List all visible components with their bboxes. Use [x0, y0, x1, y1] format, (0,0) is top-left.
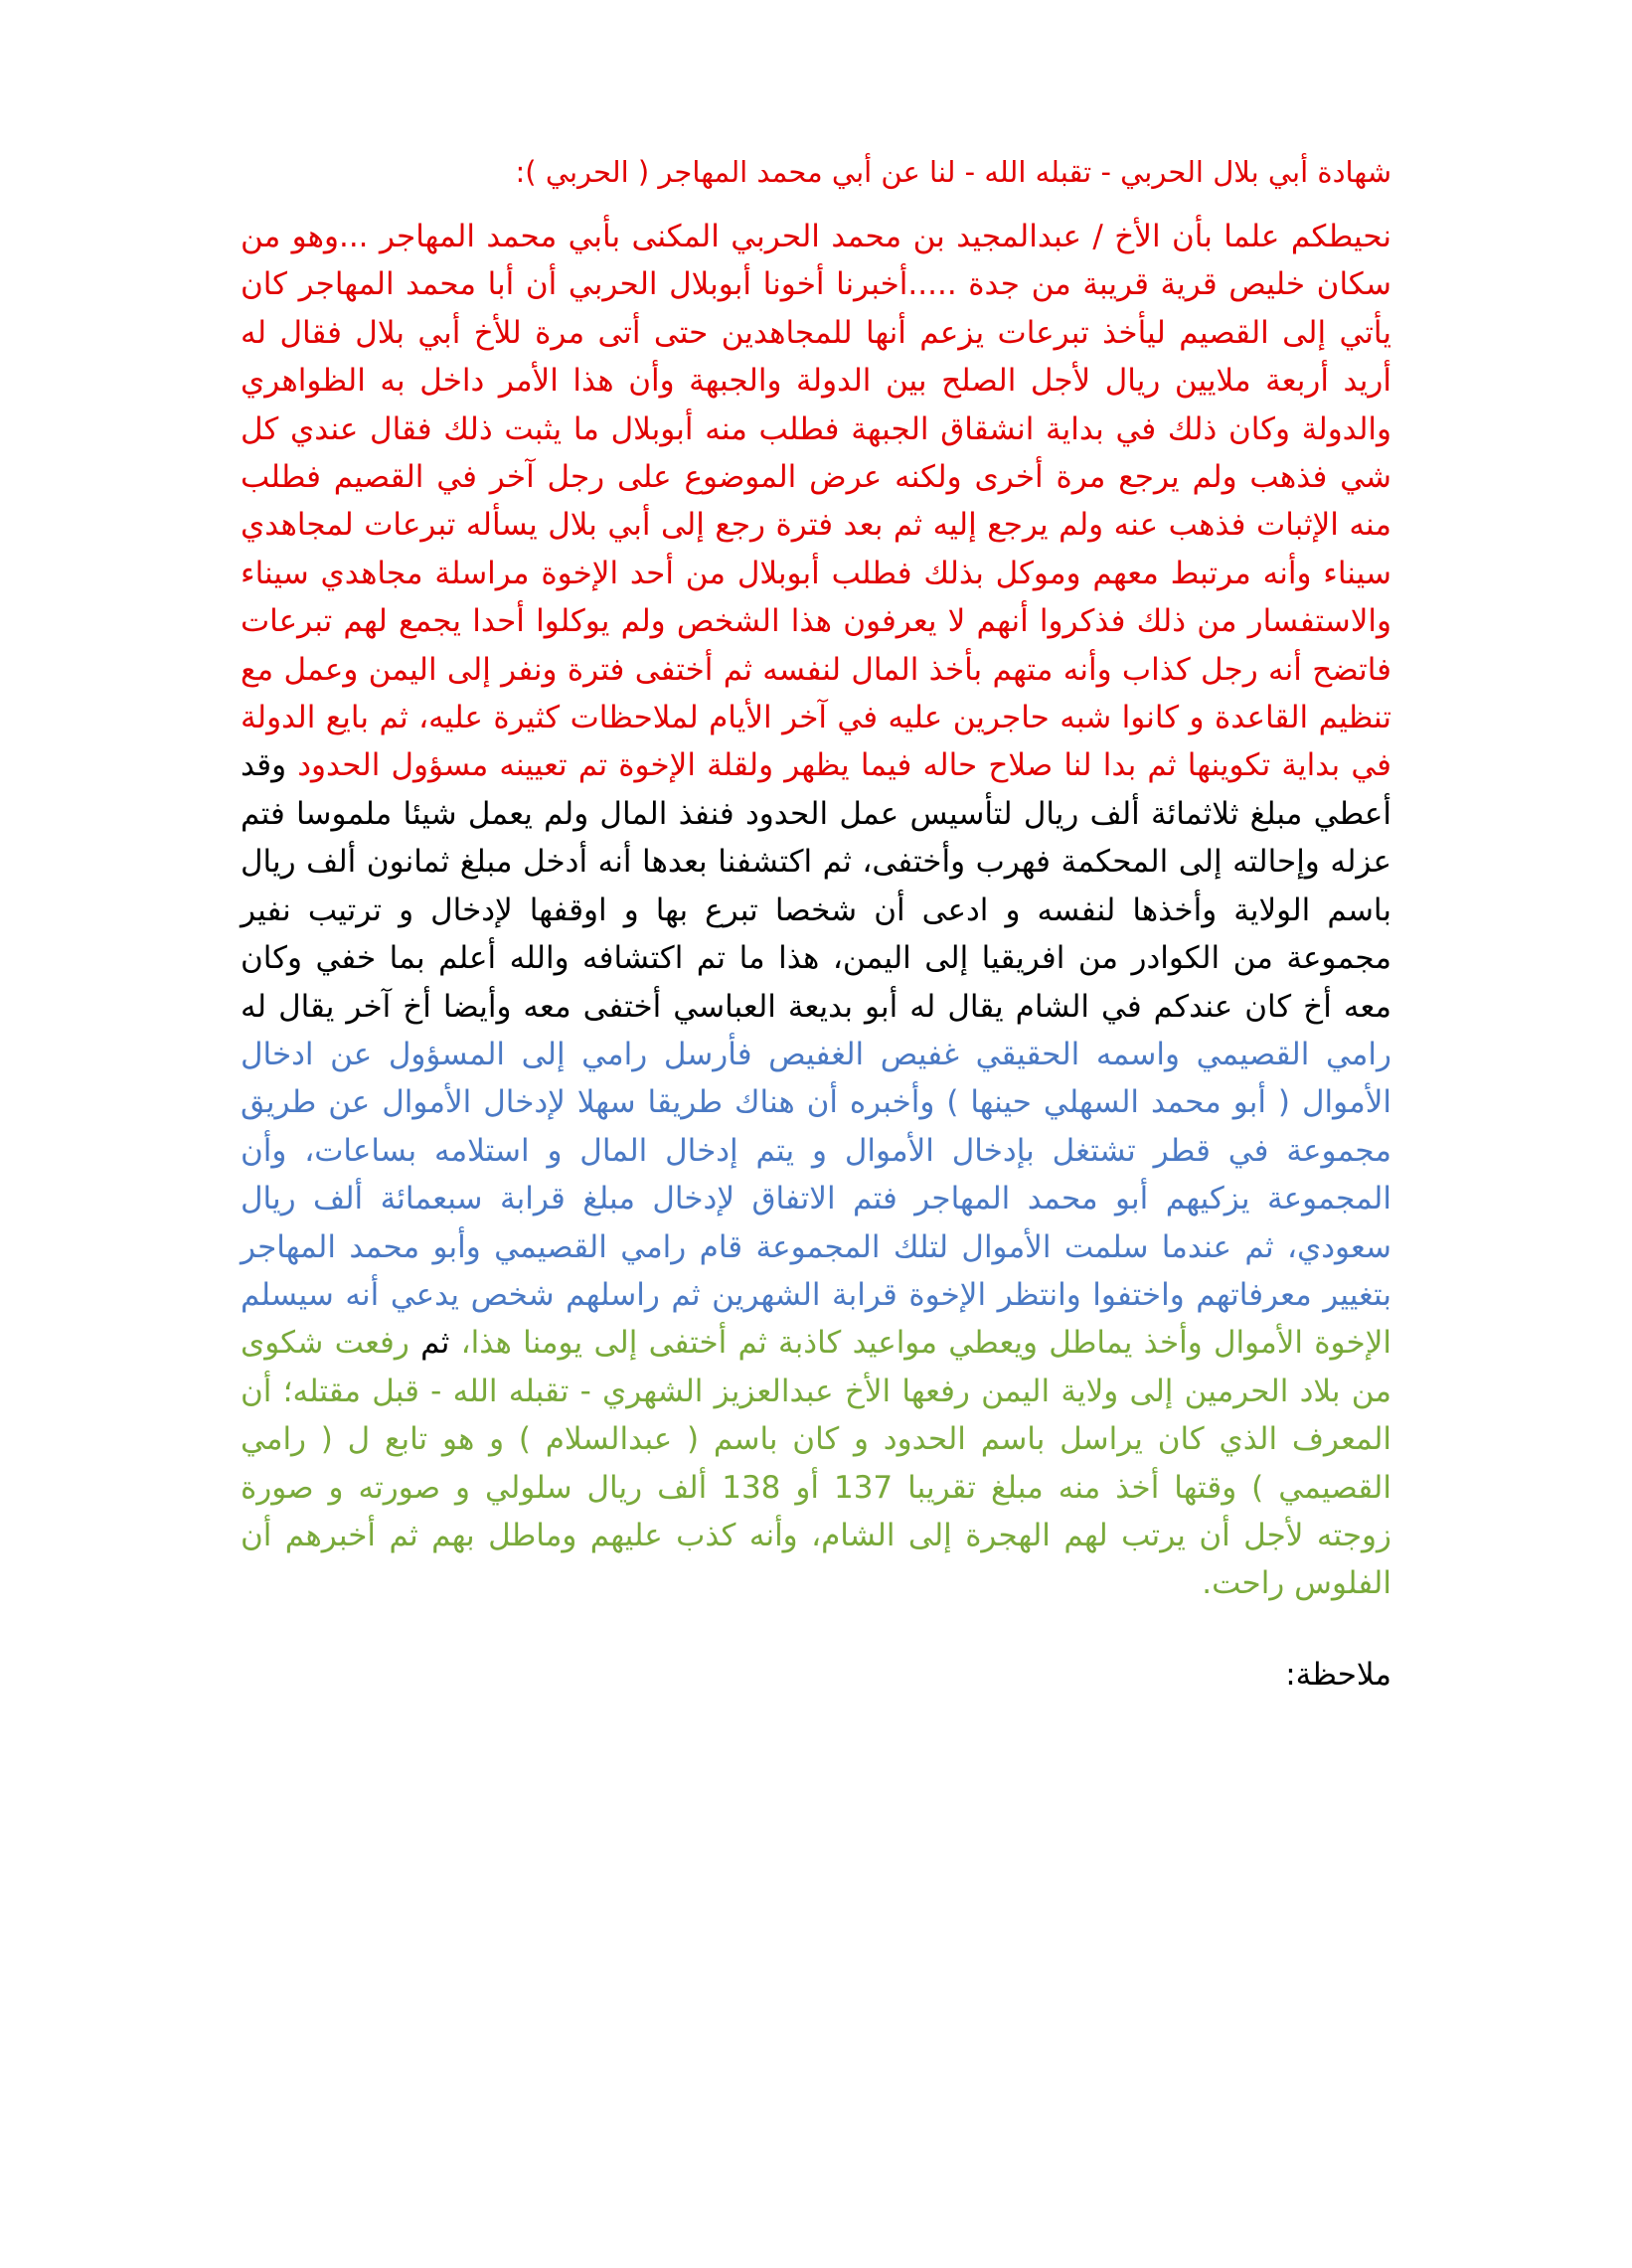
testimony-paragraph — [241, 213, 1391, 1608]
green-text-segment-2: رفعت شكوى من بلاد الحرمين إلى ولاية اليمن رفعها الأخ عبدالعزيز الشهري - تقبله الله - قبل مقتله؛ أن المعرف الذي كان يراسل باسم الحدود و كان باسم ( عبدالسلام ) و هو تابع ل ( رامي القصيمي ) وقتها أخذ منه مبلغ تقريبا 137 أو 138 ألف ريال سلولي و صورته و صورة زوجته لأجل أن يرتب لهم الهجرة إلى الشام، وأنه كذب عليهم وماطل بهم ثم أخبرهم أن الفلوس راحت. — [241, 1325, 1391, 1602]
document-heading: شهادة أبي بلال الحربي - تقبله الله - لنا عن أبي محمد المهاجر ( الحربي ): — [515, 155, 1391, 189]
blue-text-segment: رامي القصيمي واسمه الحقيقي غفيص الغفيص فأرسل رامي إلى المسؤول عن ادخال الأموال ( أبو محمد السهلي حينها ) وأخبره أن هناك طريقا سهلا لإدخال الأموال عن طريق مجموعة في قطر تشتغل بإدخال الأموال و يتم إدخال المال و استلامه بساعات، وأن المجموعة يزكيهم أبو محمد المهاجر فتم الاتفاق لإدخال مبلغ قرابة سبعمائة ألف ريال سعودي، ثم عندما سلمت الأموال لتلك المجموعة قام رامي القصيمي وأبو محمد المهاجر بتغيير معرفاتهم واختفوا وانتظر الإخوة قرابة الشهرين ثم راسلهم شخص يدعي أنه سيسلم — [241, 1036, 1391, 1313]
document-page — [241, 149, 1391, 1698]
black-text-segment: وقد أعطي مبلغ ثلاثمائة ألف ريال لتأسيس عمل الحدود فنفذ المال ولم يعمل شيئا ملموسا فتم عزله وإحالته إلى المحكمة فهرب وأختفى، ثم اكتشفنا بعدها أنه أدخل مبلغ ثمانون ألف ريال باسم الولاية وأخذها لنفسه و ادعى أن شخصا تبرع بها و اوقفها لإدخال و ترتيب نفير مجموعة من الكوادر من افريقيا إلى اليمن، هذا ما تم اكتشافه والله أعلم بما خفي وكان معه أخ كان عندكم في الشام يقال له أبو بديعة العباسي أختفى معه وأيضا أخ آخر يقال له — [241, 747, 1391, 1025]
black-text-segment-2: ثم — [408, 1325, 461, 1362]
green-text-segment: الإخوة الأموال وأخذ يماطل ويعطي مواعيد كاذبة ثم أختفى إلى يومنا هذا، — [460, 1325, 1391, 1362]
red-text-segment: نحيطكم علما بأن الأخ / عبدالمجيد بن محمد الحربي المكنى بأبي محمد المهاجر ...وهو من سكان خليص قرية قريبة من جدة .....أخبرنا أخونا أبوبلال الحربي أن أبا محمد المهاجر كان يأتي إلى القصيم ليأخذ تبرعات يزعم أنها للمجاهدين حتى أتى مرة للأخ أبي بلال فقال له أريد أربعة ملايين ريال لأجل الصلح بين الدولة والجبهة وأن هذا الأمر داخل به الظواهري والدولة وكان ذلك في بداية انشقاق الجبهة فطلب منه أبوبلال ما يثبت ذلك فقال عندي كل شي فذهب ولم يرجع مرة أخرى ولكنه عرض الموضوع على رجل آخر في القصيم فطلب منه الإثبات فذهب عنه ولم يرجع إليه ثم بعد فترة رجع إلى أبي بلال يسأله تبرعات لمجاهدي سيناء وأنه مرتبط معهم وموكل بذلك فطلب أبوبلال من أحد الإخوة مراسلة مجاهدي سيناء والاستفسار من ذلك فذكروا أنهم لا يعرفون هذا الشخص ولم يوكلوا أحدا يجمع لهم تبرعات فاتضح أنه رجل كذاب وأنه متهم بأخذ المال لنفسه ثم أختفى فترة ونفر إلى اليمن وعمل مع تنظيم القاعدة و كانوا شبه حاجرين عليه في آخر الأيام لملاحظات كثيرة عليه، ثم بايع الدولة في بداية تكوينها ثم بدا لنا صلاح حاله فيما يظهر ولقلة الإخوة تم تعيينه مسؤول الحدود — [241, 219, 1391, 784]
note-label: ملاحظة: — [1285, 1656, 1391, 1693]
